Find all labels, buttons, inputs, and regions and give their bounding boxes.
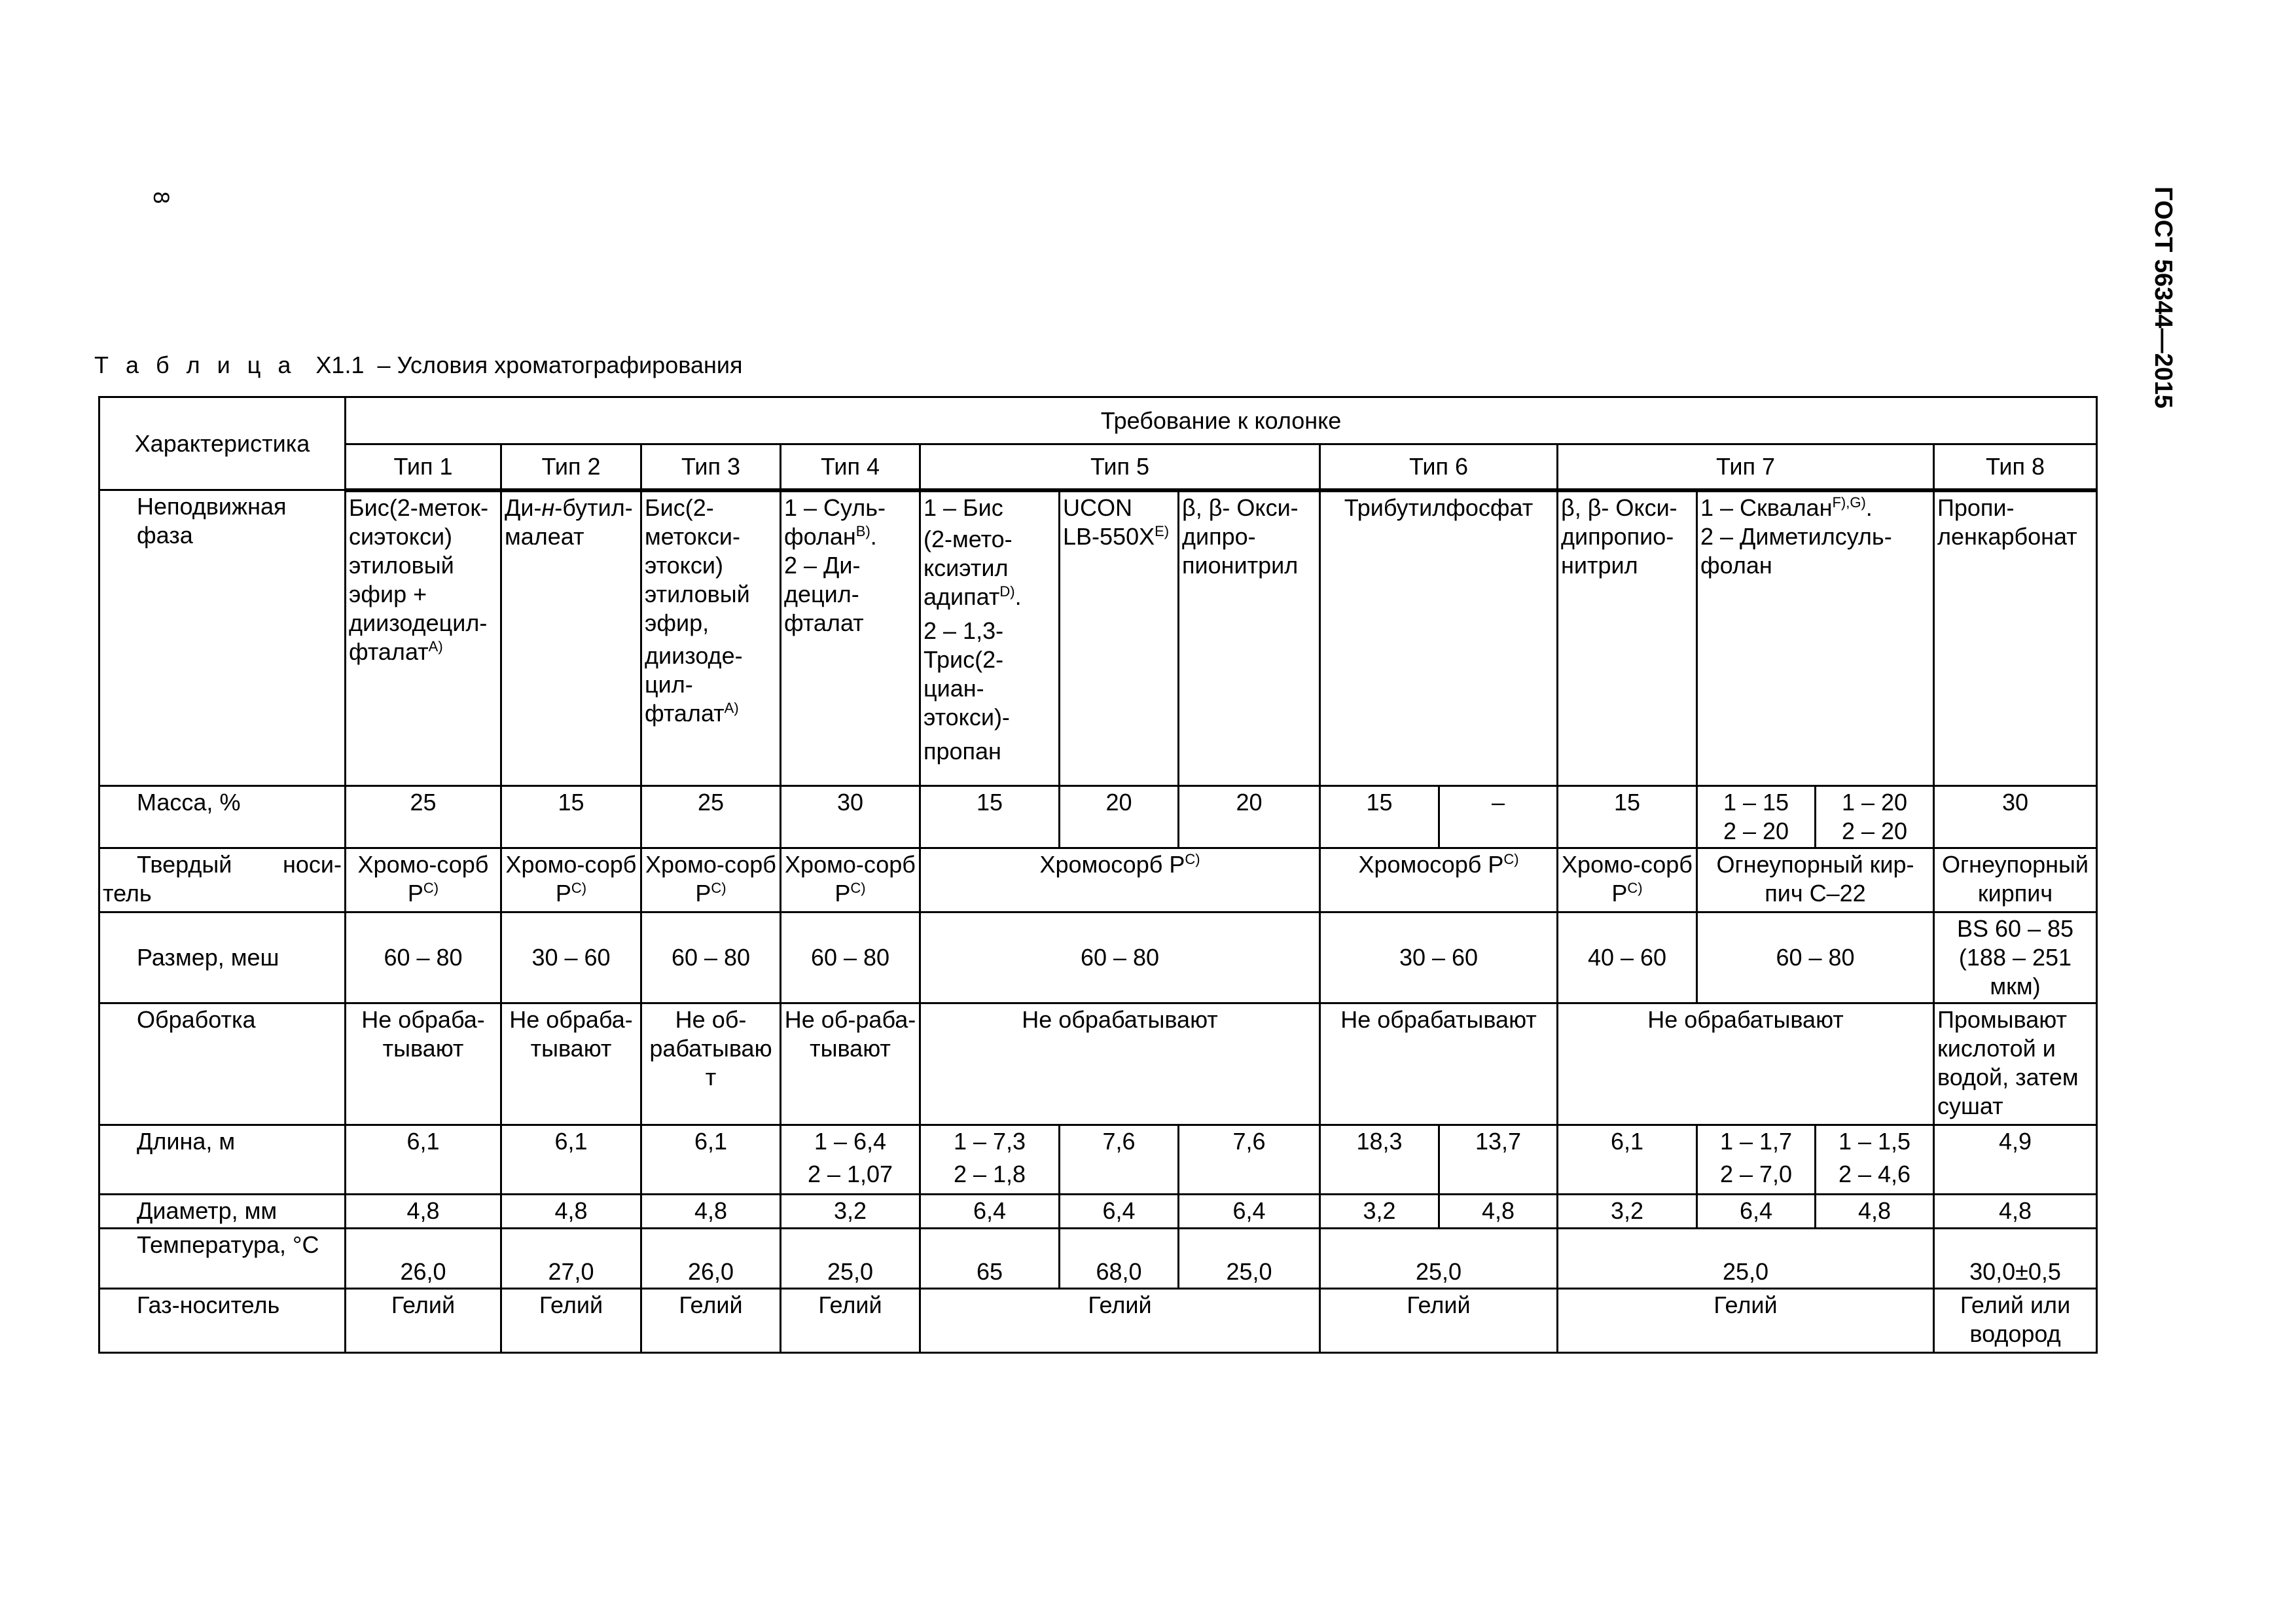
mesh-type-3: 60 – 80 [641, 912, 781, 1003]
type-7-header: Тип 7 [1558, 444, 1934, 490]
mass-type-2: 15 [501, 786, 641, 848]
diameter-type-8: 4,8 [1934, 1195, 2097, 1229]
temperature-type-7: 25,0 [1558, 1229, 1934, 1289]
type-1-header: Тип 1 [346, 444, 501, 490]
treatment-type-4: Не об-раба-тывают [781, 1003, 920, 1125]
row-label: Твердый носи- тель [99, 848, 346, 912]
row-label: Длина, м [99, 1125, 346, 1195]
caption-number: X1.1 [315, 352, 365, 378]
length-type-7c: 1 – 1,5 2 – 4,6 [1816, 1125, 1934, 1195]
diameter-type-5a: 6,4 [920, 1195, 1060, 1229]
length-row [99, 1125, 2097, 1195]
diameter-type-5c: 6,4 [1179, 1195, 1320, 1229]
support-type-6: Хромосорб $P^{C)}$ [1320, 848, 1558, 912]
phase-type-5b: UCON $LB-550X^{E)}$ [1060, 490, 1179, 786]
type-4-header: Тип 4 [781, 444, 920, 490]
length-type-7b: 1 – 1,7 2 – 7,0 [1697, 1125, 1816, 1195]
carrier-gas-row [99, 1289, 2097, 1353]
diameter-type-4: 3,2 [781, 1195, 920, 1229]
diameter-type-7b: 6,4 [1697, 1195, 1816, 1229]
diameter-type-2: 4,8 [501, 1195, 641, 1229]
row-label: Обработка [99, 1003, 346, 1125]
document-id: ГОСТ 56344—2015 [2149, 187, 2177, 409]
diameter-type-6a: 3,2 [1320, 1195, 1439, 1229]
phase-type-1: Бис(2-меток-сиэтокси) этиловый эфир + диизодецил-фталат$^{A)}$ [346, 490, 501, 786]
length-type-3: 6,1 [641, 1125, 781, 1195]
phase-type-7b: 1 – Сквалан$^{F),G)}$. 2 – Диметилсуль-фолан [1697, 490, 1934, 786]
mesh-type-7a: 40 – 60 [1558, 912, 1697, 1003]
mass-type-7b: 1 – 15 2 – 20 [1697, 786, 1816, 848]
treatment-row [99, 1003, 2097, 1125]
temperature-type-5a: 65 [920, 1229, 1060, 1289]
treatment-type-3: Не об-рабатывают [641, 1003, 781, 1125]
stationary-phase-row [99, 490, 2097, 786]
diameter-type-7c: 4,8 [1816, 1195, 1934, 1229]
support-type-1: Хромо-сорб $P^{C)}$ [346, 848, 501, 912]
header-row [99, 397, 2097, 444]
row-label: Размер, меш [99, 912, 346, 1003]
type-3-header: Тип 3 [641, 444, 781, 490]
mass-type-6a: 15 [1320, 786, 1439, 848]
length-type-2: 6,1 [501, 1125, 641, 1195]
treatment-type-2: Не обраба-тывают [501, 1003, 641, 1125]
temperature-type-1: 26,0 [346, 1229, 501, 1289]
row-label: Масса, % [99, 786, 346, 848]
diameter-type-1: 4,8 [346, 1195, 501, 1229]
support-type-2: Хромо-сорб $P^{C)}$ [501, 848, 641, 912]
diameter-type-5b: 6,4 [1060, 1195, 1179, 1229]
treatment-type-7: Не обрабатывают [1558, 1003, 1934, 1125]
mass-type-5b: 20 [1060, 786, 1179, 848]
mesh-type-8: BS 60 – 85 (188 – 251 мкм) [1934, 912, 2097, 1003]
diameter-type-6b: 4,8 [1439, 1195, 1558, 1229]
length-type-5b: 7,6 [1060, 1125, 1179, 1195]
temperature-type-5c: 25,0 [1179, 1229, 1320, 1289]
phase-type-8: Пропи-ленкарбонат [1934, 490, 2097, 786]
diameter-row [99, 1195, 2097, 1229]
length-type-1: 6,1 [346, 1125, 501, 1195]
temperature-type-4: 25,0 [781, 1229, 920, 1289]
page-number: 8 [149, 191, 173, 204]
mass-type-5a: 15 [920, 786, 1060, 848]
phase-type-3: Бис(2-метокси-этокси) этиловый эфир, диизоде-цил-фталат$^{A)}$ [641, 490, 781, 786]
phase-type-4: 1 – Суль-фолан$^{B)}$. 2 – Ди-децил-фталат [781, 490, 920, 786]
support-type-4: Хромо-сорб $P^{C)}$ [781, 848, 920, 912]
row-label: Неподвижная фаза [99, 490, 346, 786]
phase-type-5a: 1 – Бис (2-мето-ксиэтил адипат$^{D)}$. 2 – 1,3-Трис(2-циан-этокси)- пропан [920, 490, 1060, 786]
mass-type-6b: – [1439, 786, 1558, 848]
length-type-6b: 13,7 [1439, 1125, 1558, 1195]
diameter-type-3: 4,8 [641, 1195, 781, 1229]
treatment-type-8: Промывают кислотой и водой, затем сушат [1934, 1003, 2097, 1125]
type-8-header: Тип 8 [1934, 444, 2097, 490]
mesh-type-7b: 60 – 80 [1697, 912, 1934, 1003]
phase-type-2: Ди-н-бутил-малеат [501, 490, 641, 786]
treatment-type-5: Не обрабатывают [920, 1003, 1320, 1125]
type-header-row [99, 444, 2097, 490]
mass-type-4: 30 [781, 786, 920, 848]
mass-type-8: 30 [1934, 786, 2097, 848]
table-caption [94, 351, 742, 380]
carrier-type-5: Гелий [920, 1289, 1320, 1353]
phase-type-6: Трибутилфосфат [1320, 490, 1558, 786]
phase-type-7a: β, β- Окси-дипропио-нитрил [1558, 490, 1697, 786]
diameter-type-7a: 3,2 [1558, 1195, 1697, 1229]
temperature-type-6: 25,0 [1320, 1229, 1558, 1289]
temperature-type-2: 27,0 [501, 1229, 641, 1289]
carrier-type-8: Гелий или водород [1934, 1289, 2097, 1353]
temperature-type-5b: 68,0 [1060, 1229, 1179, 1289]
carrier-type-4: Гелий [781, 1289, 920, 1353]
length-type-8: 4,9 [1934, 1125, 2097, 1195]
temperature-type-8: 30,0±0,5 [1934, 1229, 2097, 1289]
length-type-4: 1 – 6,4 2 – 1,07 [781, 1125, 920, 1195]
mass-type-5c: 20 [1179, 786, 1320, 848]
row-label: Газ-носитель [99, 1289, 346, 1353]
phase-type-5c: β, β- Окси-дипро-пионитрил [1179, 490, 1320, 786]
row-label: Температура, °С [99, 1229, 346, 1289]
type-2-header: Тип 2 [501, 444, 641, 490]
treatment-type-6: Не обрабатывают [1320, 1003, 1558, 1125]
mesh-type-2: 30 – 60 [501, 912, 641, 1003]
mass-type-7a: 15 [1558, 786, 1697, 848]
support-type-7b: Огнеупорный кир-пич C–22 [1697, 848, 1934, 912]
chromatography-conditions-table [98, 396, 2098, 1354]
length-type-5c: 7,6 [1179, 1125, 1320, 1195]
caption-title: – Условия хроматографирования [377, 352, 743, 378]
row-label: Диаметр, мм [99, 1195, 346, 1229]
carrier-type-7: Гелий [1558, 1289, 1934, 1353]
mesh-size-row [99, 912, 2097, 1003]
treatment-type-1: Не обраба-тывают [346, 1003, 501, 1125]
temperature-row [99, 1229, 2097, 1289]
mass-row [99, 786, 2097, 848]
caption-prefix: Т а б л и ц а [94, 352, 296, 378]
carrier-type-1: Гелий [346, 1289, 501, 1353]
solid-support-row [99, 848, 2097, 912]
temperature-type-3: 26,0 [641, 1229, 781, 1289]
type-5-header: Тип 5 [920, 444, 1320, 490]
carrier-type-2: Гелий [501, 1289, 641, 1353]
characteristic-header: Характеристика [99, 397, 346, 490]
carrier-type-6: Гелий [1320, 1289, 1558, 1353]
support-type-7a: Хромо-сорб $P^{C)}$ [1558, 848, 1697, 912]
length-type-5a: 1 – 7,3 2 – 1,8 [920, 1125, 1060, 1195]
mesh-type-4: 60 – 80 [781, 912, 920, 1003]
support-type-3: Хромо-сорб $P^{C)}$ [641, 848, 781, 912]
requirement-header: Требование к колонке [346, 397, 2097, 444]
support-type-5: Хромосорб $P^{C)}$ [920, 848, 1320, 912]
mesh-type-6: 30 – 60 [1320, 912, 1558, 1003]
mass-type-1: 25 [346, 786, 501, 848]
carrier-type-3: Гелий [641, 1289, 781, 1353]
length-type-6a: 18,3 [1320, 1125, 1439, 1195]
mesh-type-1: 60 – 80 [346, 912, 501, 1003]
mesh-type-5: 60 – 80 [920, 912, 1320, 1003]
mass-type-3: 25 [641, 786, 781, 848]
mass-type-7c: 1 – 20 2 – 20 [1816, 786, 1934, 848]
support-type-8: Огнеупорный кирпич [1934, 848, 2097, 912]
length-type-7a: 6,1 [1558, 1125, 1697, 1195]
type-6-header: Тип 6 [1320, 444, 1558, 490]
